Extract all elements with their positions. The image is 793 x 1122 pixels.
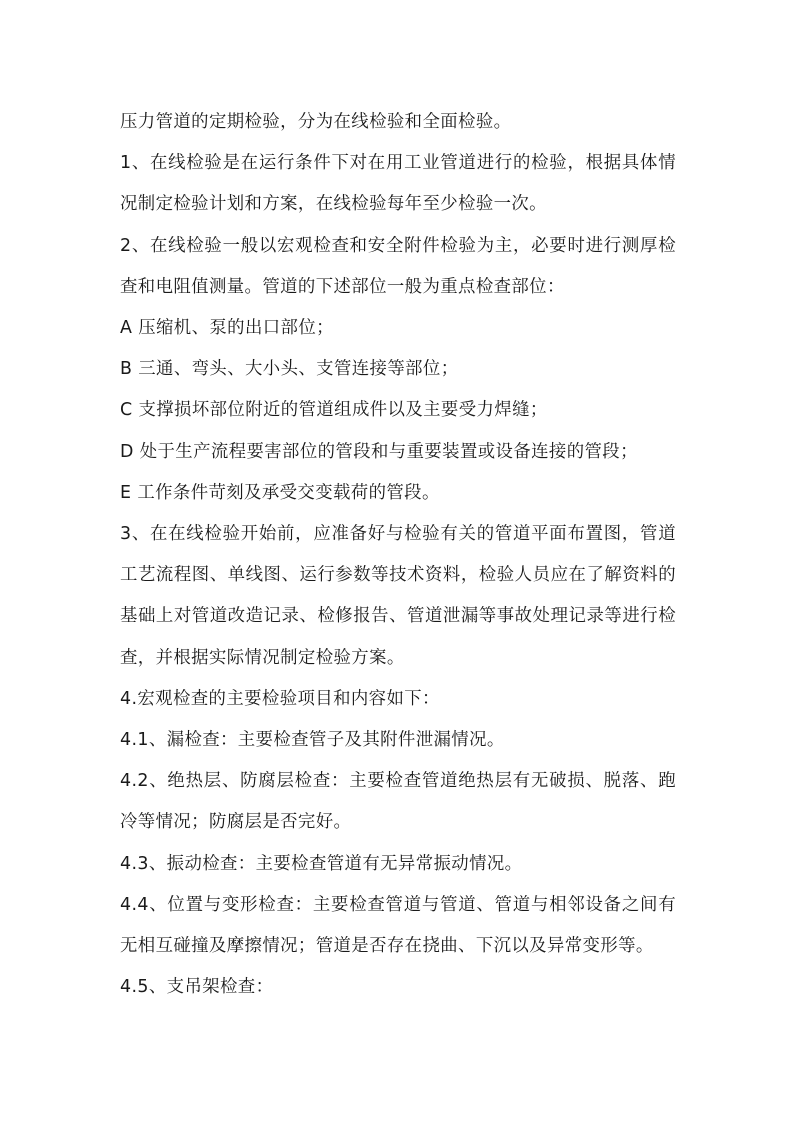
- paragraph-leak-check: 4.1、漏检查：主要检查管子及其附件泄漏情况。: [120, 730, 505, 751]
- list-item-d: D 处于生产流程要害部位的管段和与重要装置或设备连接的管段；: [120, 441, 638, 462]
- list-item-e: E 工作条件苛刻及承受交变载荷的管段。: [120, 482, 440, 503]
- paragraph-vibration-check: 4.3、振动检查：主要检查管道有无异常振动情况。: [120, 853, 523, 874]
- paragraph-insulation-check: 4.2、绝热层、防腐层检查：主要检查管道绝热层有无破损、脱落、跑冷等情况；防腐层是否完好。: [120, 771, 676, 833]
- paragraph-support-hanger-check: 4.5、支吊架检查：: [120, 977, 274, 998]
- document-page: [120, 102, 676, 1008]
- paragraph-inspection-focus: 2、在线检验一般以宏观检查和安全附件检验为主，必要时进行测厚检查和电阻值测量。管道的下述部位一般为重点检查部位：: [120, 235, 676, 297]
- paragraph-online-inspection: 1、在线检验是在运行条件下对在用工业管道进行的检验，根据具体情况制定检验计划和方案，在线检验每年至少检验一次。: [120, 153, 676, 215]
- list-item-c: C 支撑损坏部位附近的管道组成件以及主要受力焊缝；: [120, 400, 548, 421]
- paragraph-position-deformation-check: 4.4、位置与变形检查：主要检查管道与管道、管道与相邻设备之间有无相互碰撞及摩擦情况；管道是否存在挠曲、下沉以及异常变形等。: [120, 894, 676, 957]
- paragraph-preparation: 3、在在线检验开始前，应准备好与检验有关的管道平面布置图，管道工艺流程图、单线图、运行参数等技术资料，检验人员应在了解资料的基础上对管道改造记录、检修报告、管道泄漏等事故处理记录等进行检查，并根据实际情况制定检验方案。: [120, 524, 676, 668]
- list-item-a: A 压缩机、泵的出口部位；: [120, 318, 334, 339]
- paragraph-intro: 压力管道的定期检验，分为在线检验和全面检验。: [120, 112, 512, 132]
- list-item-b: B 三通、弯头、大小头、支管连接等部位；: [120, 359, 459, 380]
- section-heading-macro-inspection: 4.宏观检查的主要检验项目和内容如下：: [120, 688, 440, 709]
